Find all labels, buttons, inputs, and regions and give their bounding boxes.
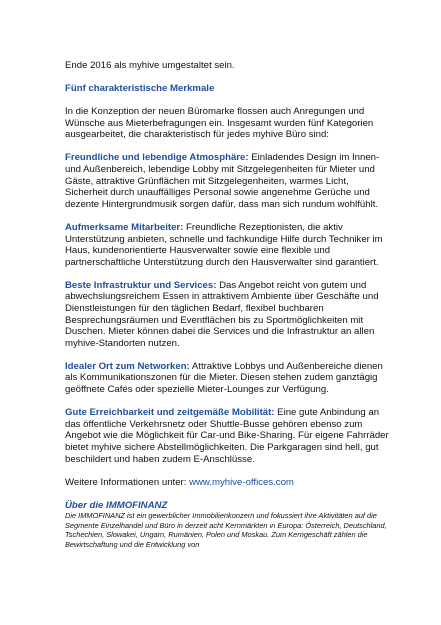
feature-mobility: [65, 407, 391, 465]
about-text: Die IMMOFINANZ ist ein gewerblicher Immobilienkonzern und fokussiert ihre Aktivitäten auf die Segmente Einzelhandel und Büro in derzeit acht Kernmärkten in Europa: Österreich, Deutschland, Tschechien, Slowakei, Ungarn, Rumänien, Polen und Moskau. Zum Kerngeschäft zählen die Bewirtschaftung und die Entwicklung von: [65, 511, 387, 549]
about-heading: Über die IMMOFINANZ: [65, 499, 168, 511]
feature-infrastructure: [65, 280, 391, 350]
feature-title: Idealer Ort zum Networken:: [65, 360, 190, 372]
feature-title: Aufmerksame Mitarbeiter:: [65, 221, 184, 233]
section-heading: Fünf charakteristische Merkmale: [65, 83, 215, 95]
document-page: [65, 60, 391, 549]
more-info-label: Weitere Informationen unter:: [65, 476, 190, 488]
section-intro: In die Konzeption der neuen Büromarke flossen auch Anregungen und Wünsche aus Mieterbefragungen ein. Insgesamt wurden fünf Kategorien ausgearbeitet, die charakteristisch für jedes myhive Büro sind:: [65, 106, 374, 141]
intro-line: Ende 2016 als myhive umgestaltet sein.: [65, 60, 235, 71]
feature-title: Gute Erreichbarkeit und zeitgemäße Mobilität:: [65, 407, 275, 419]
feature-text: Eine gute Anbindung an das öffentliche Verkehrsnetz oder Shuttle-Busse gehören ebenso zum Angebot wie die Möglichkeit für Car-und Bike-Sharing. Für eigene Fahrräder bietet myhive sichere Abstellmöglichkeiten. Die Parkgaragen sind hell, gut beschildert und haben zudem E-Anschlüsse.: [65, 407, 389, 465]
feature-atmosphere: [65, 152, 391, 210]
feature-title: Freundliche und lebendige Atmosphäre:: [65, 152, 249, 164]
feature-text: Das Angebot reicht von gutem und abwechslungsreichem Essen in attraktivem Ambiente über Geschäfte und Dienstleistungen für den täglichen Bedarf, flexibel buchbaren Besprechungsräumen und Eventflächen bis zu Sportmöglichkeiten mit Duschen. Mieter können dabei die Services und die Infrastruktur an allen myhive-Standorten nutzen.: [65, 279, 379, 349]
feature-text: Freundliche Rezeptionisten, die aktiv Unterstützung anbieten, schnelle und fachkundige Hilfe durch Techniker im Haus, kundenorientierte Hausverwalter sowie eine flexible und partnerschaftliche Unterstützung durch den Hausverwalter sind garantiert.: [65, 221, 383, 268]
feature-networking: [65, 361, 391, 396]
feature-staff: [65, 222, 391, 268]
feature-text: Attraktive Lobbys und Außenbereiche dienen als Kommunikationszonen für die Mieter. Diesen stehen zudem ganztägig geöffnete Cafés oder spezielle Mieter-Lounges zur Verfügung.: [65, 360, 383, 396]
feature-text: Einladendes Design im Innen- und Außenbereich, lebendige Lobby mit Sitzgelegenheiten für Mieter und Gäste, attraktive Grünflächen mit Sitzgelegenheiten, warmes Licht, Sicherheit durch unauffälliges Personal sowie angenehme Gerüche und dezente Hintergrundmusik sorgen dafür, dass man sich rundum wohlfühlt.: [65, 152, 380, 210]
website-link[interactable]: www.myhive-offices.com: [189, 476, 294, 488]
more-info-line: [65, 477, 391, 489]
feature-title: Beste Infrastruktur und Services:: [65, 279, 217, 291]
